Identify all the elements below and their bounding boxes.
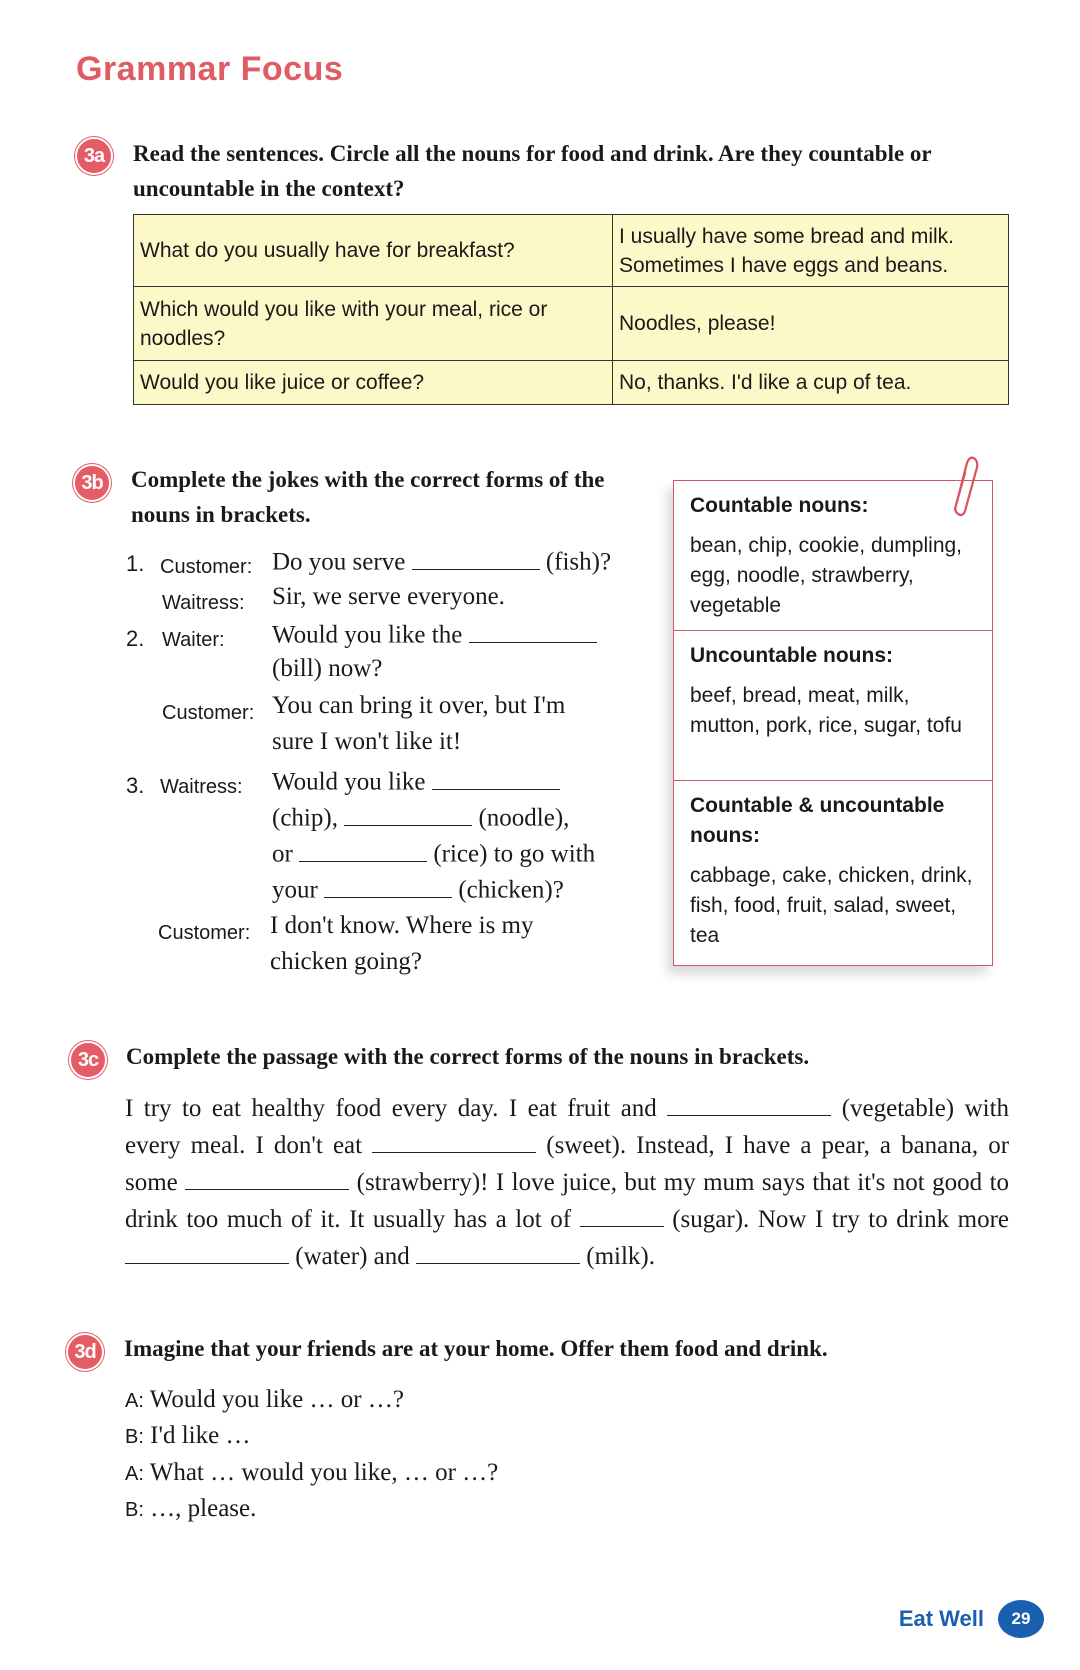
joke-line: (bill) now? (272, 655, 383, 682)
page-number: 29 (998, 1600, 1044, 1638)
answer-blank (185, 1167, 349, 1191)
section-3d-instruction: Imagine that your friends are at your home. Offer them food and drink. (124, 1336, 828, 1361)
table-row (134, 361, 1009, 405)
joke-line: (noodle), (478, 804, 570, 832)
dialogue-text: What … would you like, … or …? (149, 1459, 499, 1486)
answer-blank (125, 1241, 289, 1265)
passage-text: (sweet). Instead, I have a pear, a banana, or some (125, 1132, 1010, 1196)
speaker-label: Customer: (160, 556, 253, 578)
uncountable-heading: Uncountable nouns: (690, 644, 893, 667)
joke-number: 1. (126, 551, 145, 576)
dialogue-text: I'd like … (150, 1422, 251, 1449)
table-cell-answer: Noodles, please! (613, 287, 1009, 361)
dialogue-line (125, 1422, 250, 1450)
sentences-table (133, 214, 1009, 405)
joke-line: or (272, 840, 293, 868)
uncountable-list: beef, bread, meat, milk, mutton, pork, rice, sugar, tofu (690, 684, 962, 737)
joke-line: (chicken)? (458, 876, 564, 904)
table-cell-question: Which would you like with your meal, rice or noodles? (134, 287, 613, 361)
dialogue-text: Would you like … or …? (149, 1386, 404, 1413)
answer-blank (469, 619, 597, 643)
table-row (134, 215, 1009, 287)
speaker-label: A: (125, 1390, 144, 1412)
answer-blank (432, 766, 560, 790)
section-3c-badge: 3c (69, 1041, 107, 1079)
passage-text: (strawberry)! I love juice, but my mum says that it's not good to drink too much of it. It usually has a lot of (125, 1169, 1010, 1233)
dialogue-text: …, please. (150, 1495, 257, 1522)
answer-blank (372, 1130, 536, 1154)
joke-number: 3. (126, 773, 145, 798)
passage-text: (sugar). Now I try to drink more (672, 1206, 1010, 1233)
speaker-label: B: (125, 1499, 144, 1521)
section-3d-badge: 3d (66, 1333, 104, 1371)
speaker-label: Waiter: (162, 629, 225, 651)
speaker-label: Customer: (158, 922, 251, 944)
joke-line: (rice) to go with (433, 840, 596, 868)
noun-reference-box (673, 480, 993, 966)
section-3a-badge: 3a (75, 137, 113, 175)
answer-blank (580, 1204, 664, 1228)
joke-line: You can bring it over, but I'm (272, 692, 566, 719)
unit-title: Eat Well (898, 1606, 984, 1631)
joke-line: Would you like the (272, 621, 463, 649)
speaker-label: Waitress: (160, 776, 243, 798)
page-footer (899, 1600, 1044, 1638)
answer-blank (324, 874, 452, 898)
answer-blank (667, 1093, 831, 1117)
dialogue-line (125, 1459, 498, 1487)
joke-line: (fish)? (545, 548, 612, 576)
dialogue-line (125, 1495, 256, 1523)
paperclip-icon (945, 455, 979, 517)
joke-line: (chip), (272, 804, 338, 832)
speaker-label: A: (125, 1463, 144, 1485)
table-cell-question: What do you usually have for breakfast? (134, 215, 613, 287)
joke-line: sure I won't like it! (272, 728, 462, 755)
dialogue-line (125, 1386, 404, 1414)
table-cell-answer: No, thanks. I'd like a cup of tea. (613, 361, 1009, 405)
both-heading: Countable & uncountable nouns: (690, 794, 945, 847)
joke-line: Sir, we serve everyone. (272, 583, 505, 610)
table-row (134, 287, 1009, 361)
answer-blank (416, 1241, 580, 1265)
passage-text: (vegetable) with every meal. I don't eat (125, 1095, 1010, 1159)
passage-text: (milk). (586, 1243, 656, 1270)
joke-line: Would you like (272, 768, 426, 796)
answer-blank (412, 546, 540, 570)
table-cell-question: Would you like juice or coffee? (134, 361, 613, 405)
countable-heading: Countable nouns: (690, 494, 869, 517)
passage-text: I try to eat healthy food every day. I eat fruit and (125, 1095, 657, 1122)
section-3b-badge: 3b (73, 464, 111, 502)
countable-list: bean, chip, cookie, dumpling, egg, noodle, strawberry, vegetable (690, 534, 963, 617)
both-section (674, 781, 992, 959)
table-cell-answer: I usually have some bread and milk. Sometimes I have eggs and beans. (613, 215, 1009, 287)
joke-line: chicken going? (270, 948, 423, 975)
uncountable-section (674, 631, 992, 781)
speaker-label: Waitress: (162, 592, 245, 614)
speaker-label: Customer: (162, 702, 255, 724)
joke-number: 2. (126, 626, 145, 651)
joke-line: Do you serve (272, 548, 406, 576)
section-3a-instruction: Read the sentences. Circle all the nouns for food and drink. Are they countable or uncountable in the context? (133, 141, 932, 201)
passage (125, 1090, 1009, 1275)
joke-line: your (272, 876, 318, 904)
answer-blank (299, 838, 427, 862)
joke-line: I don't know. Where is my (270, 912, 534, 939)
section-3c-instruction: Complete the passage with the correct forms of the nouns in brackets. (126, 1044, 810, 1069)
speaker-label: B: (125, 1426, 144, 1448)
section-3b-instruction: Complete the jokes with the correct forms of the nouns in brackets. (131, 467, 605, 527)
both-list: cabbage, cake, chicken, drink, fish, food, fruit, salad, sweet, tea (690, 864, 973, 947)
answer-blank (344, 802, 472, 826)
passage-text: (water) and (295, 1243, 410, 1270)
page-title: Grammar Focus (76, 50, 344, 88)
